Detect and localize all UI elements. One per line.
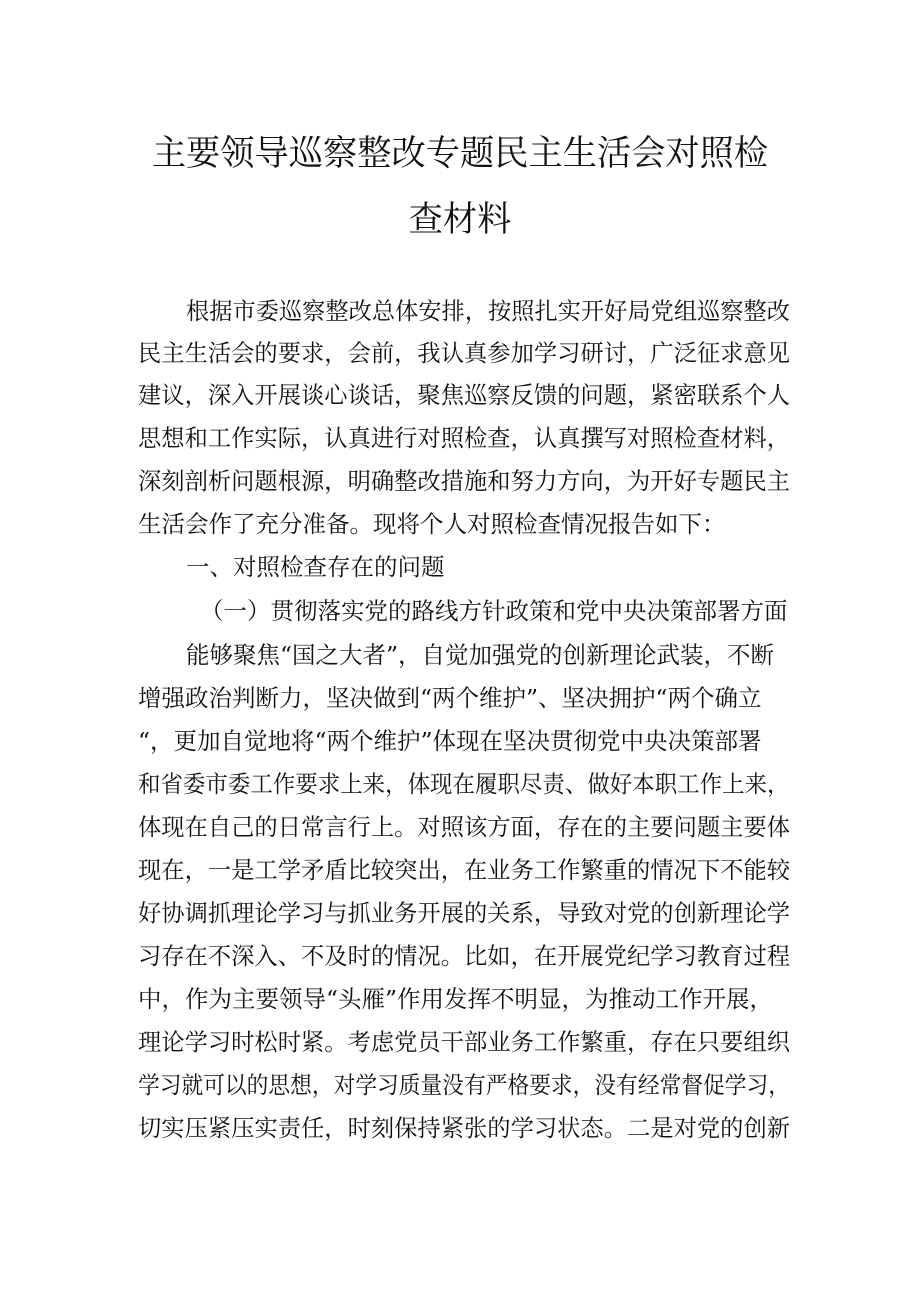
paragraph-line: 深刻剖析问题根源，明确整改措施和努力方向，为开好专题民主 [138,467,791,495]
paragraph-line: 习存在不深入、不及时的情况。比如，在开展党纪学习教育过程 [138,942,791,970]
paragraph-line: 体现在自己的日常言行上。对照该方面，存在的主要问题主要体 [138,813,791,841]
paragraph-line: “，更加自觉地将“两个维护”体现在坚决贯彻党中央决策部署 [138,727,762,755]
subsection-heading: （一）贯彻落实党的路线方针政策和党中央决策部署方面 [200,597,788,625]
paragraph-line: 建议，深入开展谈心谈话，聚焦巡察反馈的问题，紧密联系个人 [138,381,791,409]
paragraph-line: 和省委市委工作要求上来，体现在履职尽责、做好本职工作上来， [138,770,790,798]
paragraph-line: 根据市委巡察整改总体安排，按照扎实开好局党组巡察整改 [186,297,790,325]
paragraph-line: 能够聚焦“国之大者”，自觉加强党的创新理论武装，不断 [186,641,775,669]
paragraph-line: 好协调抓理论学习与抓业务开展的关系，导致对党的创新理论学 [138,899,791,927]
section-heading: 一、对照检查存在的问题 [186,553,445,581]
paragraph-line: 民主生活会的要求，会前，我认真参加学习研讨，广泛征求意见 [138,339,791,367]
document-title-line-1: 主要领导巡察整改专题民主生活会对照检 [151,134,769,174]
paragraph-line: 学习就可以的思想，对学习质量没有严格要求，没有经常督促学习， [138,1071,790,1099]
paragraph-line: 现在，一是工学矛盾比较突出，在业务工作繁重的情况下不能较 [138,856,791,884]
paragraph-line: 中，作为主要领导“头雁”作用发挥不明显，为推动工作开展， [138,985,774,1013]
paragraph-line: 思想和工作实际，认真进行对照检查，认真撰写对照检查材料， [138,424,791,452]
document-title-line-2: 查材料 [408,200,512,240]
paragraph-line: 增强政治判断力，坚决做到“两个维护”、坚决拥护“两个确立 [138,684,762,712]
paragraph-line: 理论学习时松时紧。考虑党员干部业务工作繁重，存在只要组织 [138,1028,791,1056]
paragraph-line: 切实压紧压实责任，时刻保持紧张的学习状态。二是对党的创新 [138,1114,791,1142]
paragraph-line: 生活会作了充分准备。现将个人对照检查情况报告如下： [138,510,726,538]
